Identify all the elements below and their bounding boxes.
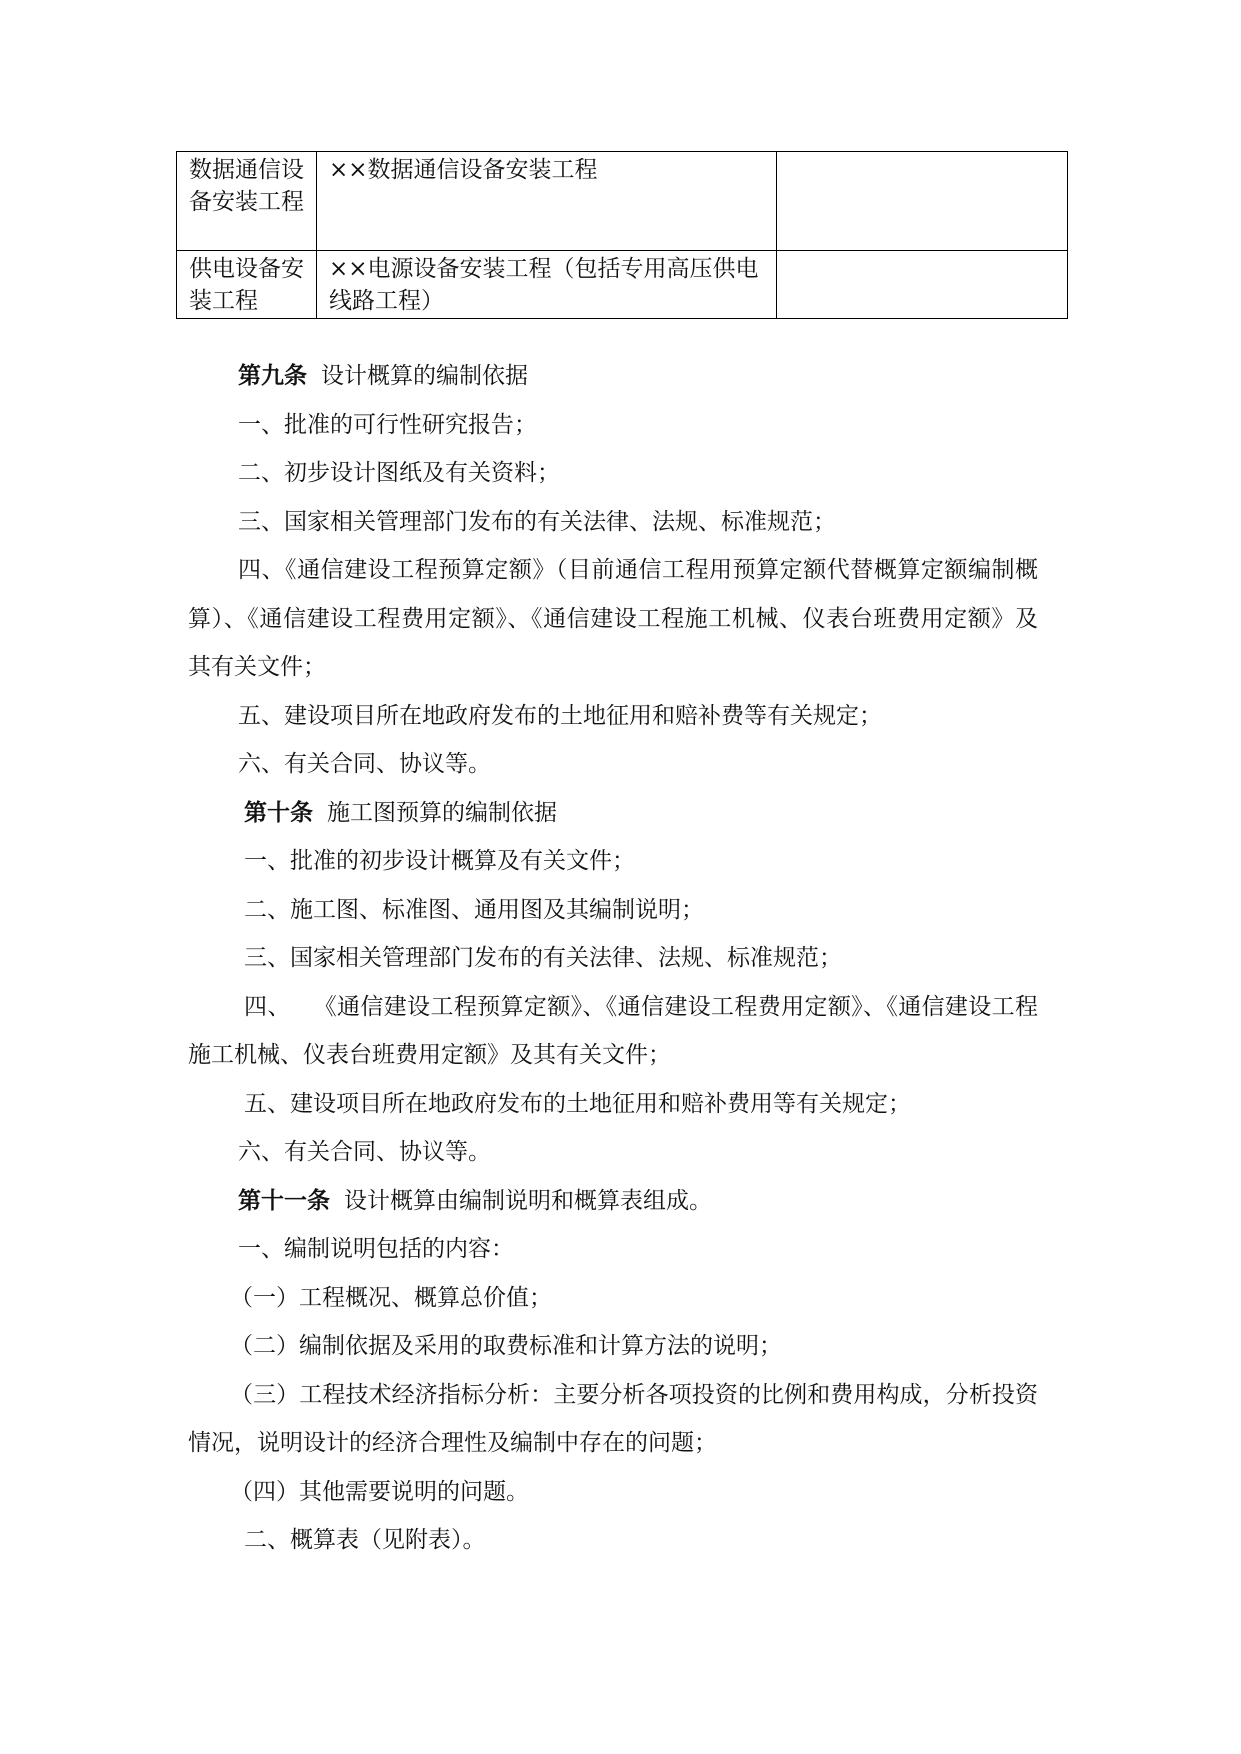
- article-9-heading: [188, 352, 1038, 401]
- note-cell: [777, 251, 1068, 319]
- list-item: 一、批准的可行性研究报告；: [238, 411, 537, 438]
- list-item: 二、概算表（见附表）。: [244, 1527, 486, 1553]
- list-item: 一、编制说明包括的内容：: [238, 1236, 514, 1262]
- document-body: [188, 352, 1038, 1565]
- table-row: [177, 251, 1068, 319]
- article-title: 施工图预算的编制依据: [327, 799, 557, 826]
- article-11-heading: [188, 1177, 1038, 1226]
- project-category-table: [176, 151, 1068, 319]
- article-number: 第九条: [238, 363, 307, 389]
- list-item: 三、国家相关管理部门发布的有关法律、法规、标准规范；: [238, 508, 836, 535]
- list-item: 五、建设项目所在地政府发布的土地征用和赔补费用等有关规定；: [244, 1090, 911, 1117]
- category-cell: 供电设备安装工程: [177, 251, 317, 319]
- list-item: （四）其他需要说明的问题。: [230, 1478, 529, 1505]
- article-number: 第十条: [244, 799, 313, 826]
- list-item: 六、有关合同、协议等。: [238, 751, 491, 777]
- project-cell: ××数据通信设备安装工程: [317, 152, 777, 251]
- article-10-heading: [188, 789, 1038, 838]
- list-item: （二）编制依据及采用的取费标准和计算方法的说明；: [230, 1333, 782, 1359]
- list-item: 二、初步设计图纸及有关资料；: [238, 460, 560, 486]
- project-cell: ××电源设备安装工程（包括专用高压供电线路工程）: [317, 251, 777, 319]
- list-item: （一）工程概况、概算总价值；: [230, 1284, 552, 1311]
- article-title: 设计概算的编制依据: [321, 363, 528, 389]
- note-cell: [777, 152, 1068, 251]
- article-title: 设计概算由编制说明和概算表组成。: [344, 1187, 712, 1214]
- list-item: 一、批准的初步设计概算及有关文件；: [244, 848, 635, 874]
- list-item: 五、建设项目所在地政府发布的土地征用和赔补费等有关规定；: [238, 702, 882, 729]
- category-cell: 数据通信设备安装工程: [177, 152, 317, 251]
- article-number: 第十一条: [238, 1187, 330, 1214]
- list-item: （三）工程技术经济指标分析：主要分析各项投资的比例和费用构成，分析投资情况，说明设计的经济合理性及编制中存在的问题；: [188, 1381, 1038, 1456]
- list-item: 三、国家相关管理部门发布的有关法律、法规、标准规范；: [244, 945, 842, 971]
- list-item: 四、 《通信建设工程预算定额》、《通信建设工程费用定额》、《通信建设工程施工机械、仪表台班费用定额》及其有关文件；: [188, 993, 1038, 1068]
- table-row: [177, 152, 1068, 251]
- list-item: 二、施工图、标准图、通用图及其编制说明；: [244, 896, 704, 923]
- list-item: 四、《通信建设工程预算定额》（目前通信工程用预算定额代替概算定额编制概算）、《通信建设工程费用定额》、《通信建设工程施工机械、仪表台班费用定额》及其有关文件；: [188, 557, 1038, 680]
- list-item: 六、有关合同、协议等。: [238, 1139, 491, 1165]
